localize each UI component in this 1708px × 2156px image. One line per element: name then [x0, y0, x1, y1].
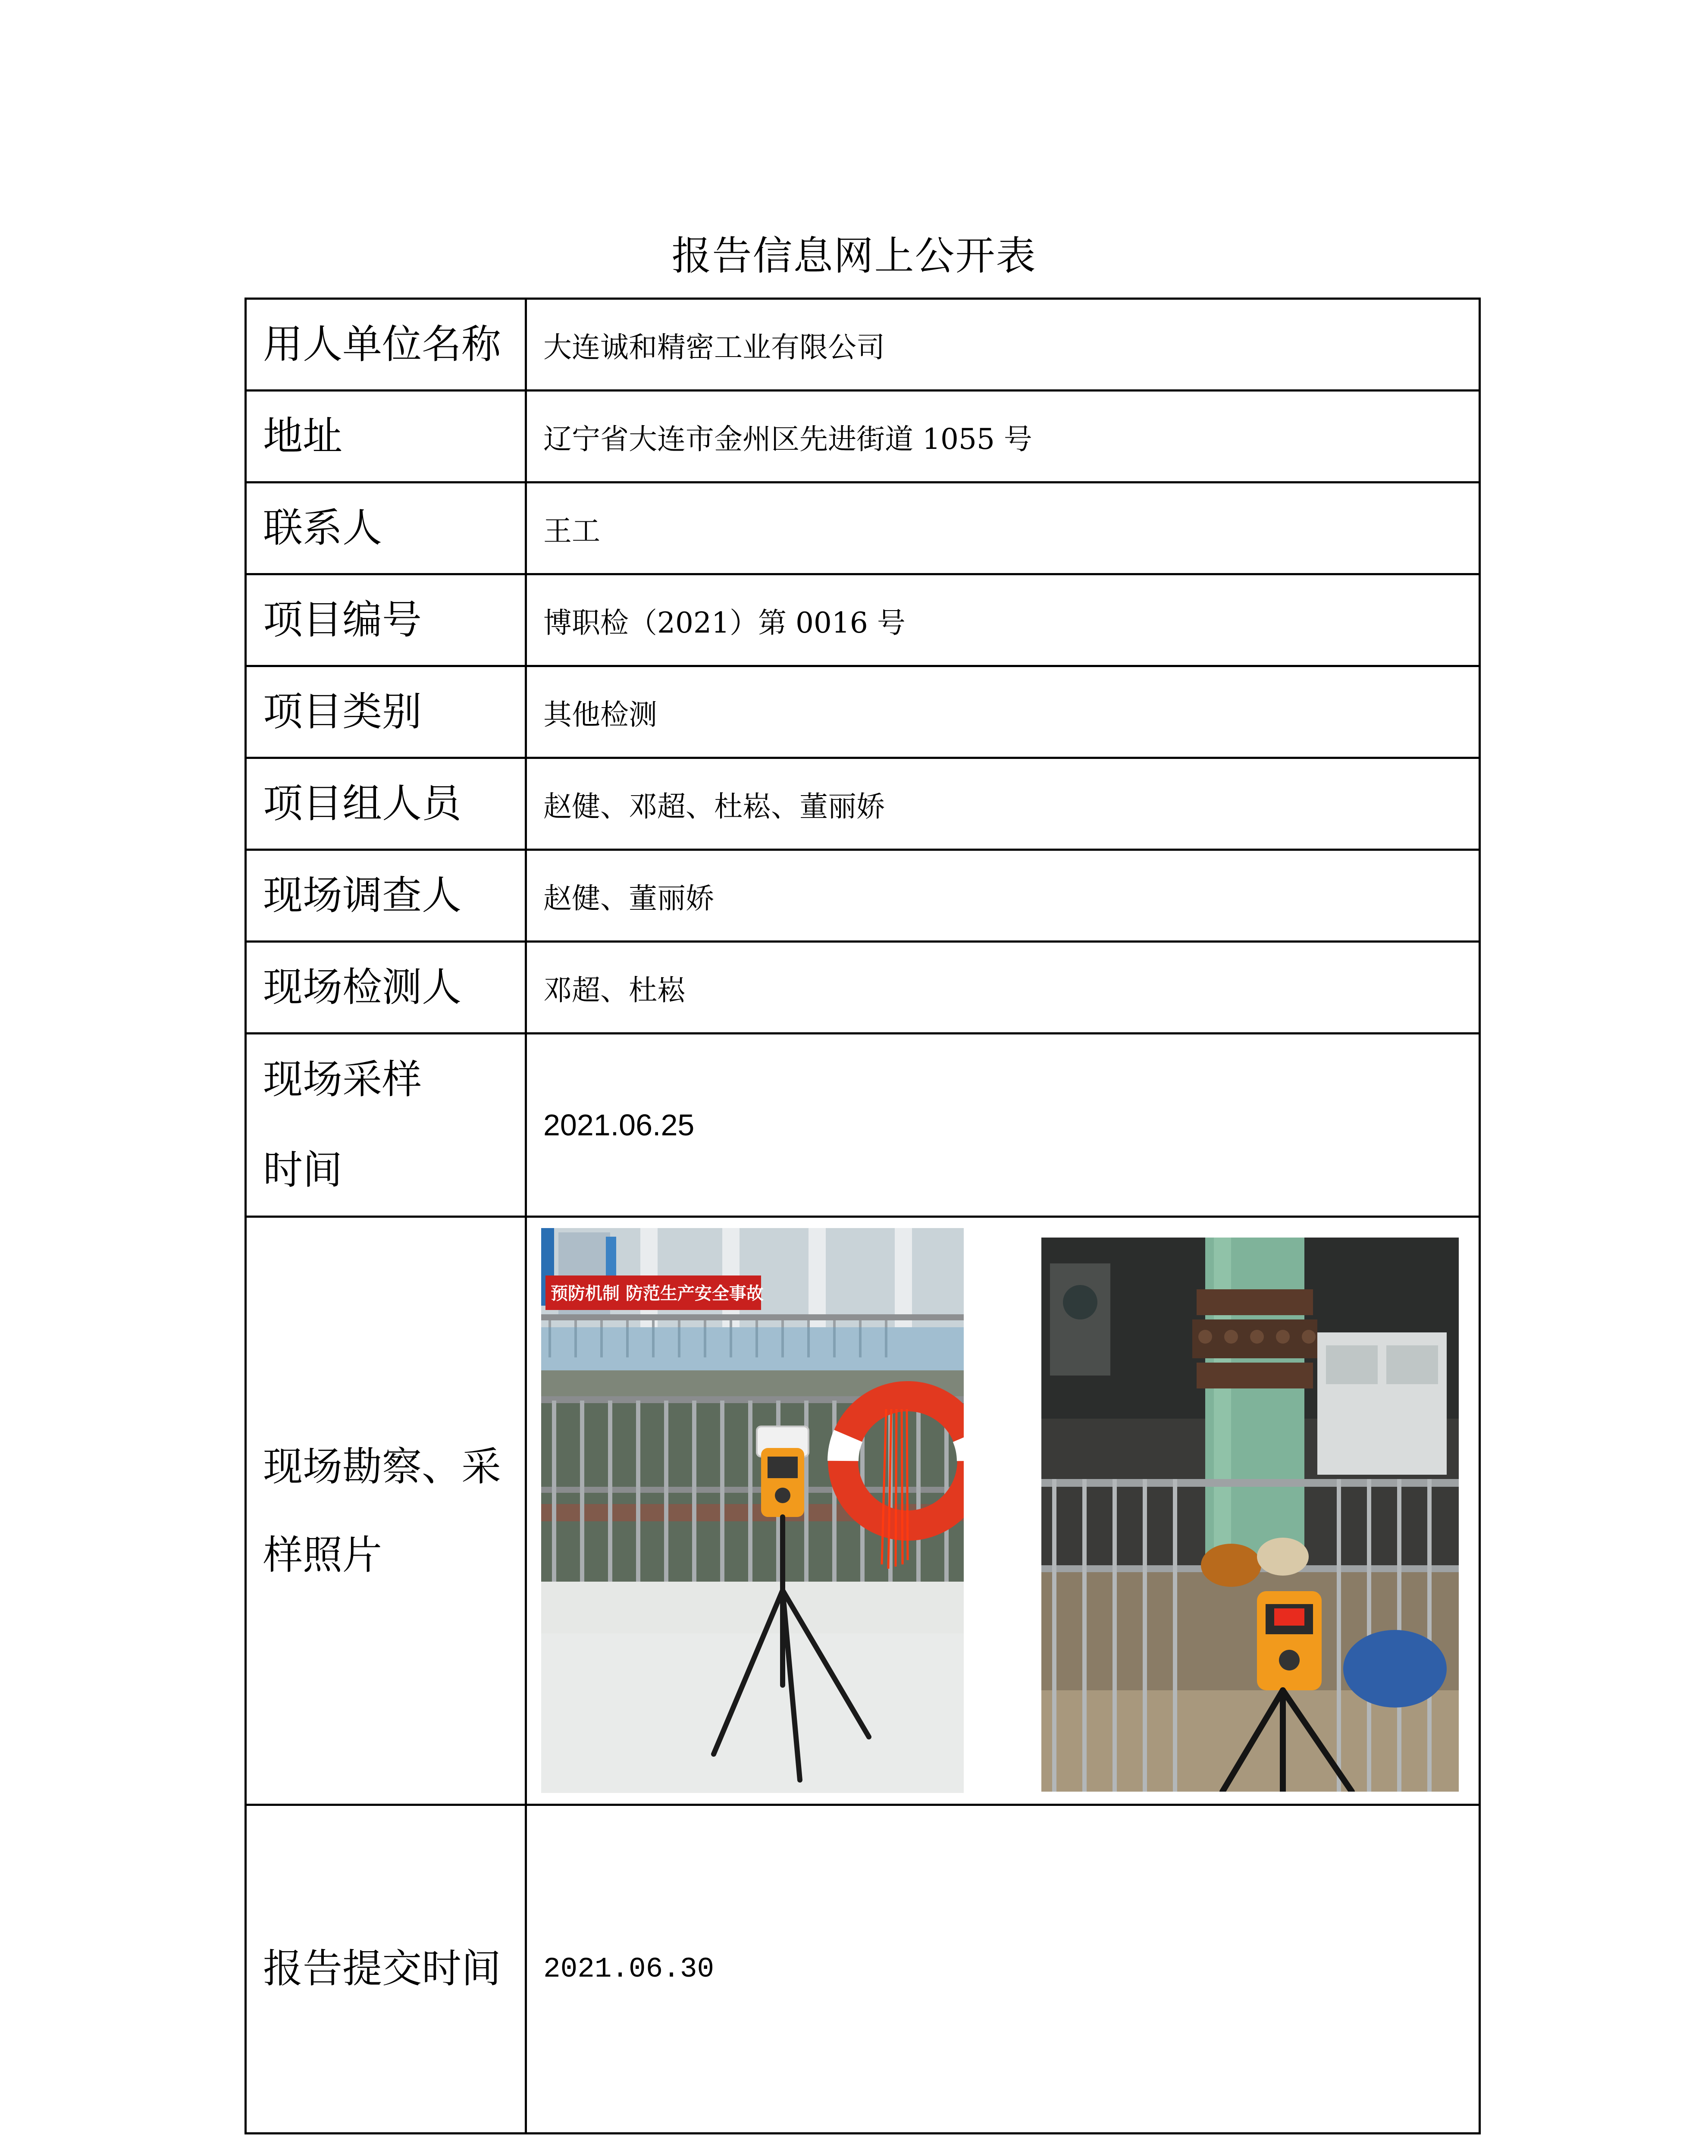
sampling-time-label-line2: 时间 — [263, 1147, 343, 1193]
row-label: 现场调查人 — [246, 850, 526, 942]
row-label: 项目类别 — [246, 666, 526, 758]
row-value: 其他检测 — [526, 666, 1480, 758]
sampling-time-label-line1: 现场采样 — [263, 1056, 422, 1103]
site-photo-2-image — [1041, 1238, 1459, 1792]
table-row — [246, 758, 1480, 850]
site-photo-1-image — [541, 1228, 964, 1793]
submit-time-value: 2021.06.30 — [526, 1805, 1480, 2134]
table-row — [246, 850, 1480, 942]
row-value: 邓超、杜崧 — [526, 942, 1480, 1034]
sampling-time-label — [246, 1034, 526, 1217]
row-label: 项目编号 — [246, 574, 526, 666]
row-value: 赵健、邓超、杜崧、董丽娇 — [526, 758, 1480, 850]
photos-row — [246, 1217, 1480, 1805]
table-row — [246, 483, 1480, 574]
submit-time-label: 报告提交时间 — [246, 1805, 526, 2134]
row-label: 现场检测人 — [246, 942, 526, 1034]
page-title: 报告信息网上公开表 — [671, 233, 1037, 279]
row-value: 辽宁省大连市金州区先进街道 1055 号 — [526, 391, 1480, 483]
sampling-time-value: 2021.06.25 — [526, 1034, 1480, 1217]
table-row — [246, 299, 1480, 391]
table-row — [246, 942, 1480, 1034]
row-value: 大连诚和精密工业有限公司 — [526, 299, 1480, 391]
table-row — [246, 666, 1480, 758]
table-row — [246, 574, 1480, 666]
row-value: 王工 — [526, 483, 1480, 574]
photos-label-line2: 样照片 — [263, 1532, 382, 1578]
row-label: 联系人 — [246, 483, 526, 574]
photos-cell — [526, 1217, 1480, 1805]
row-value: 赵健、董丽娇 — [526, 850, 1480, 942]
photos-label — [246, 1217, 526, 1805]
photos-label-line1: 现场勘察、采 — [263, 1443, 501, 1490]
site-photo-1 — [541, 1228, 964, 1793]
row-label: 地址 — [246, 391, 526, 483]
row-label: 用人单位名称 — [246, 299, 526, 391]
row-value: 博职检（2021）第 0016 号 — [526, 574, 1480, 666]
table-row — [246, 391, 1480, 483]
row-label: 项目组人员 — [246, 758, 526, 850]
submit-time-row — [246, 1805, 1480, 2134]
site-photo-2 — [1041, 1238, 1459, 1792]
sampling-time-row — [246, 1034, 1480, 1217]
info-table — [244, 298, 1481, 2134]
banner-text: 预防机制 防范生产安全事故 — [551, 1284, 764, 1304]
